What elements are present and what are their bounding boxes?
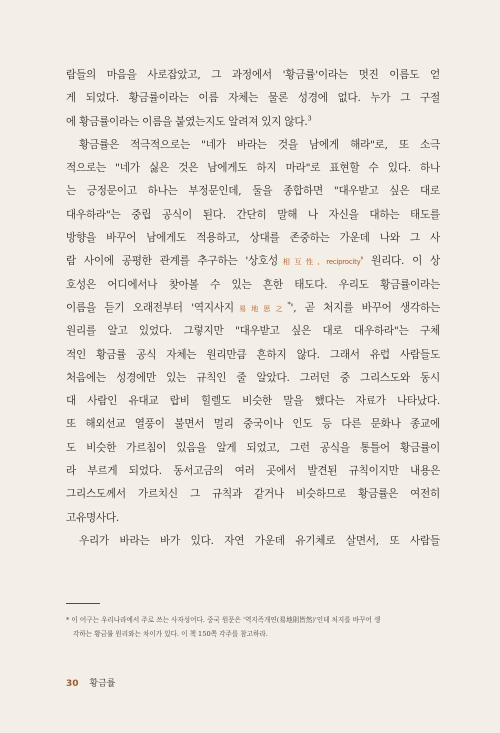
text-line: 는 긍정문이고 하나는 부정문인데, 둘을 종합하면 "대우받고 싶은 대로 [66,185,440,198]
footnote-divider [66,603,100,604]
text-line: 도 비슷한 가르침이 있음을 알게 되었고, 그런 공식을 통틀어 황금률이 [66,441,440,454]
text-fragment: 람 사이에 공평한 관계를 추구하는 '상호성 [66,255,279,268]
text-line: 적인 황금률 공식 자체는 원리만큼 흔하지 않다. 그래서 유럽 사람들도 [66,348,440,361]
page-number: 30 [66,679,79,689]
text-line [66,297,440,320]
text-line [66,250,440,273]
text-line: 라 부르게 되었다. 동서고금의 여러 곳에서 발견된 규칙이지만 내용은 [66,465,440,478]
text-line: 황금률은 적극적으로는 "네가 바라는 것을 남에게 해라"로, 또 소극 [79,138,440,151]
body-text [66,64,440,553]
gloss-hanja: 易地思之 [233,304,288,313]
text-fragment: ', 곧 처지를 바꾸어 생각하는 [290,301,440,314]
text-line: 고유명사다. [66,511,120,524]
footnote-reference: 3 [307,114,312,123]
text-line: 람들의 마음을 사로잡았고, 그 과정에서 '황금률'이라는 멋진 이름도 얻 [66,69,440,81]
page-footer [66,676,116,689]
text-fragment: 에 황금률이라는 이름을 붙였는지도 알려져 있지 않다. [66,115,308,128]
running-title: 황금률 [89,679,116,689]
text-line [66,111,440,134]
gloss-hanja-english: 相互性, reciprocity [278,258,361,267]
text-line: 대우하라"는 중립 공식이 된다. 간단히 말해 나 자신을 대하는 태도를 [66,208,440,221]
footnote-line: 각하는 황금률 원리와는 차이가 있다. 이 책 150쪽 각주를 참고하라. [73,630,268,638]
text-line: 대 사람인 유대교 랍비 힐렐도 비슷한 말을 했다는 자료가 나타났다. [66,395,440,408]
text-line: 또 해외선교 열풍이 불면서 멀리 중국이나 인도 등 다른 문화나 종교에 [66,418,440,431]
footnote-line: * 이 어구는 우리나라에서 주로 쓰는 사자성어다. 중국 원문은 '역지즉개연(易地則皆然)'인데 처지를 바꾸어 생 [66,616,381,624]
text-line: 호성은 어디에서나 찾아볼 수 있는 흔한 태도다. 우리도 황금률이라는 [66,278,440,291]
text-line: 원리를 알고 있었다. 그렇지만 "대우받고 싶은 대로 대우하라"는 구체 [66,325,440,338]
text-line: 우리가 바라는 바가 있다. 자연 가운데 유기체로 살면서, 또 사람들 [79,534,440,547]
footnote [66,613,440,641]
text-line: 적으로는 "네가 싫은 것은 남에게도 하지 마라"로 표현할 수 있다. 하나 [66,162,440,175]
text-line: 게 되었다. 황금률이라는 이름 자체는 물론 성경에 없다. 누가 그 구절 [66,92,440,105]
text-fragment: 이름을 듣기 오래전부터 '역지사지 [66,301,234,314]
text-line: 그리스도께서 가르치신 그 규칙과 같거나 비슷하므로 황금률은 여전히 [66,488,440,501]
text-fragment: ' 원리다. 이 상 [360,255,440,268]
text-line: 처음에는 성경에만 있는 규칙인 줄 알았다. 그러던 중 그리스도와 동시 [66,371,440,384]
footnote-reference: * [287,300,291,309]
text-line: 방향을 바꾸어 남에게도 적용하고, 상대를 존중하는 가운데 나와 그 사 [66,232,440,245]
